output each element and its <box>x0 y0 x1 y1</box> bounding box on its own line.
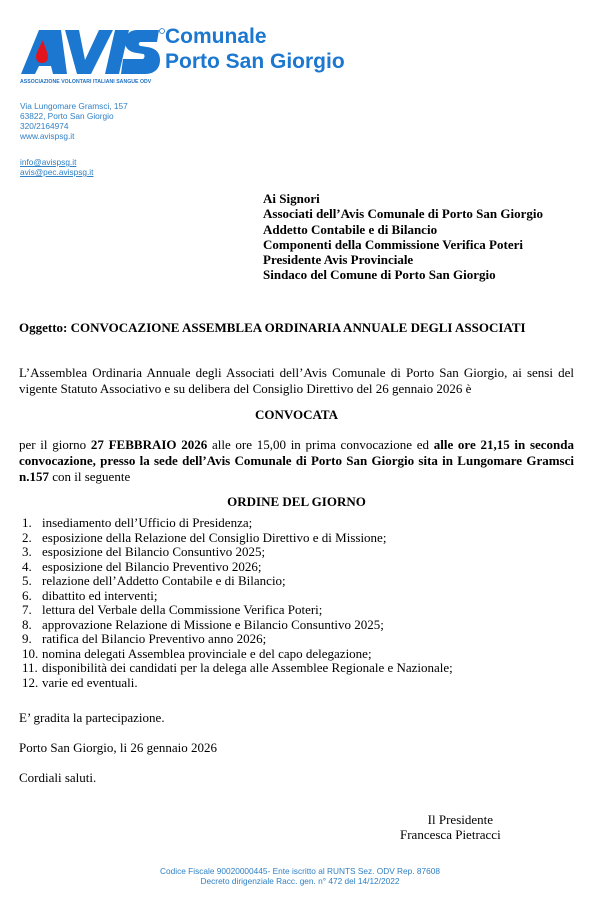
agenda-text: esposizione del Bilancio Preventivo 2026; <box>42 558 262 574</box>
agenda-number: 3. <box>22 544 32 559</box>
agenda-text: disponibilità dei candidati per la delega alle Assemblee Regionale e Nazionale; <box>42 660 453 675</box>
agenda-number: 6. <box>22 587 32 603</box>
agenda-item <box>22 589 453 604</box>
agenda-number: 4. <box>22 558 32 574</box>
agenda-item <box>22 516 453 531</box>
signature-block <box>400 812 501 842</box>
agenda-item <box>22 531 453 546</box>
agenda-number: 1. <box>22 515 32 530</box>
agenda-item <box>22 574 453 589</box>
recipient-line: Sindaco del Comune di Porto San Giorgio <box>263 267 496 283</box>
footer <box>0 866 600 886</box>
recipient-line: Componenti della Commissione Verifica Poteri <box>263 236 523 252</box>
agenda-item <box>22 661 453 676</box>
agenda-list <box>22 516 453 690</box>
agenda-heading: ORDINE DEL GIORNO <box>227 494 366 509</box>
phone: 320/2164974 <box>20 121 69 131</box>
agenda-number: 10. <box>22 645 39 661</box>
details-part1: per il giorno <box>19 437 91 452</box>
recipient-line: Addetto Contabile e di Bilancio <box>263 221 438 237</box>
footer-line2: Decreto dirigenziale Racc. gen. n° 472 del 14/12/2022 <box>200 876 400 886</box>
agenda-text: relazione dell’Addetto Contabile e di Bilancio; <box>42 573 286 588</box>
subject-line: Oggetto: CONVOCAZIONE ASSEMBLEA ORDINARIA ANNUALE DEGLI ASSOCIATI <box>19 320 526 335</box>
details-part3: con il seguente <box>48 469 131 484</box>
regards-line: Cordiali saluti. <box>19 770 97 785</box>
org-name-line1: Comunale <box>165 25 267 48</box>
recipient-line: Presidente Avis Provinciale <box>263 252 414 268</box>
agenda-text: insediamento dell’Ufficio di Presidenza; <box>42 515 253 530</box>
city: 63822, Porto San Giorgio <box>20 111 114 121</box>
agenda-text: esposizione della Relazione del Consiglio Direttivo e di Missione; <box>42 529 387 545</box>
agenda-item <box>22 647 453 662</box>
meeting-date: 27 FEBBRAIO 2026 <box>90 437 208 452</box>
email-block <box>20 157 93 177</box>
agenda-text: lettura del Verbale della Commissione Verifica Poteri; <box>42 602 323 617</box>
logo-tagline: ASSOCIAZIONE VOLONTARI ITALIANI SANGUE ODV <box>20 79 152 85</box>
agenda-item <box>22 676 453 691</box>
address: Via Lungomare Gramsci, 157 <box>20 101 128 111</box>
avis-logo <box>19 26 165 86</box>
details-part2: alle ore 15,00 in prima convocazione ed <box>207 437 434 452</box>
agenda-item <box>22 545 453 560</box>
place-date-line: Porto San Giorgio, li 26 gennaio 2026 <box>19 740 218 755</box>
agenda-item <box>22 632 453 647</box>
agenda-item <box>22 560 453 575</box>
agenda-number: 8. <box>22 616 32 632</box>
welcome-line: E’ gradita la partecipazione. <box>19 710 165 725</box>
contact-block <box>20 101 128 141</box>
footer-line1: Codice Fiscale 90020000445- Ente iscritto al RUNTS Sez. ODV Rep. 87608 <box>160 866 440 876</box>
recipient-line: Associati dell’Avis Comunale di Porto San Giorgio <box>263 206 543 222</box>
website: www.avispsg.it <box>20 131 75 141</box>
agenda-text: ratifica del Bilancio Preventivo anno 2026; <box>42 631 267 646</box>
recipient-line: Ai Signori <box>263 191 320 206</box>
agenda-number: 2. <box>22 529 32 545</box>
agenda-text: dibattito ed interventi; <box>42 587 158 603</box>
signatory-role: Il Presidente <box>427 812 494 827</box>
avis-logo-mark <box>19 26 165 78</box>
org-name-line2: Porto San Giorgio <box>165 50 345 73</box>
agenda-number: 12. <box>22 674 39 690</box>
agenda-text: varie ed eventuali. <box>42 674 138 690</box>
intro-paragraph: L’Assemblea Ordinaria Annuale degli Associati dell’Avis Comunale di Porto San Giorgio, ai sensi del vigente Statuto Associativo e su delibera del Consiglio Direttivo del 26 gennaio 2026 è <box>19 365 574 396</box>
signatory-name: Francesca Pietracci <box>400 827 501 842</box>
agenda-number: 7. <box>22 602 32 617</box>
second-call-details: alle ore 21,15 in seconda convocazione, presso la sede dell’Avis Comunale di Porto San Giorgio sita in Lungomare Gramsci n.157 <box>19 437 575 484</box>
agenda-number: 5. <box>22 573 32 588</box>
agenda-text: esposizione del Bilancio Consuntivo 2025; <box>42 544 266 559</box>
agenda-number: 9. <box>22 631 32 646</box>
agenda-item <box>22 618 453 633</box>
pec-email-link[interactable]: avis@pec.avispsg.it <box>20 167 94 177</box>
recipients-block <box>263 191 543 283</box>
convocata-heading: CONVOCATA <box>254 407 339 422</box>
details-paragraph <box>19 437 574 485</box>
agenda-text: approvazione Relazione di Missione e Bilancio Consuntivo 2025; <box>42 616 384 632</box>
agenda-text: nomina delegati Assemblea provinciale e del capo delegazione; <box>42 645 372 661</box>
email-link[interactable]: info@avispsg.it <box>20 157 77 167</box>
agenda-item <box>22 603 453 618</box>
agenda-number: 11. <box>22 660 38 675</box>
organization-name <box>165 24 345 74</box>
registered-mark-icon <box>160 29 165 34</box>
